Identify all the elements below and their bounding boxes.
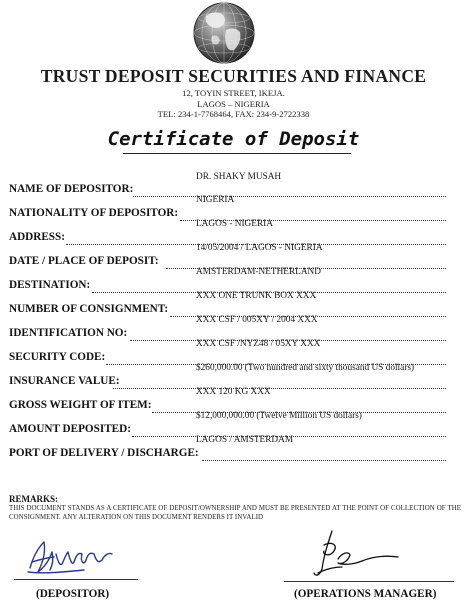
dotted-leader (133, 196, 446, 197)
title-underline (123, 153, 351, 154)
dotted-leader (202, 460, 446, 461)
field-label: PORT OF DELIVERY / DISCHARGE: (9, 447, 199, 459)
company-contact: TEL: 234-1-7768464, FAX: 234-9-2722338 (157, 109, 310, 119)
manager-label: (OPERATIONS MANAGER) (294, 588, 437, 600)
company-address-line1: 12, TOYIN STREET, IKEJA. (182, 88, 285, 98)
field-label: AMOUNT DEPOSITED: (9, 423, 131, 435)
field-value: $12,000,000.00 (Twelve Million US dollars) (196, 411, 362, 421)
field-value: 14/05/2004 / LAGOS - NIGERIA (196, 243, 323, 253)
field-label: DESTINATION: (9, 279, 91, 291)
field-label: IDENTIFICATION NO: (9, 327, 128, 339)
manager-signature (302, 525, 412, 581)
field-value: AMSTERDAM-NETHERLAND (196, 267, 321, 277)
manager-signature-line (284, 581, 454, 582)
remarks-text: THIS DOCUMENT STANDS AS A CERTIFICATE OF DEPOSIT/OWNERSHIP AND MUST BE PRESENTED AT THE POINT OF COLLECTION OF THE CONSIGNMENT. ANY ALTERATION ON THIS DOCUMENT RENDERS IT INVALID (9, 505, 461, 521)
field-value: NIGERIA (196, 195, 235, 205)
field-label: INSURANCE VALUE: (9, 375, 120, 387)
field-value: XXX CSF /NYZ48 / 05XY XXX (196, 339, 321, 349)
certificate-title: Certificate of Deposit (107, 128, 360, 150)
depositor-signature-line (14, 579, 138, 580)
field-label: SECURITY CODE: (9, 351, 106, 363)
dotted-leader (113, 388, 446, 389)
company-name: TRUST DEPOSIT SECURITIES AND FINANCE (40, 66, 427, 86)
field-value: XXX 120 KG XXX (196, 387, 271, 397)
globe-icon (176, 2, 272, 66)
field-label: NUMBER OF CONSIGNMENT: (9, 303, 169, 315)
field-label: NAME OF DEPOSITOR: (9, 183, 134, 195)
depositor-label: (DEPOSITOR) (36, 588, 110, 600)
field-value: $260,000.00 (Two hundred and sixty thousand US dollars) (196, 363, 415, 373)
field-value: XXX ONE TRUNK BOX XXX (196, 291, 317, 301)
field-label: NATIONALITY OF DEPOSITOR: (9, 207, 179, 219)
remarks-title: REMARKS: (9, 494, 58, 504)
field-value: LAGOS / AMSTERDAM (196, 435, 294, 445)
field-value: XXX CSF / 005XY / 2004 XXX (196, 315, 318, 325)
company-address-line2: LAGOS – NIGERIA (197, 98, 270, 109)
field-label: ADDRESS: (9, 231, 65, 243)
field-value: DR. SHAKY MUSAH (196, 172, 282, 182)
field-label: GROSS WEIGHT OF ITEM: (9, 399, 152, 411)
depositor-signature (24, 532, 124, 580)
field-label: DATE / PLACE OF DEPOSIT: (9, 255, 159, 267)
field-value: LAGOS - NIGERIA (196, 219, 273, 229)
